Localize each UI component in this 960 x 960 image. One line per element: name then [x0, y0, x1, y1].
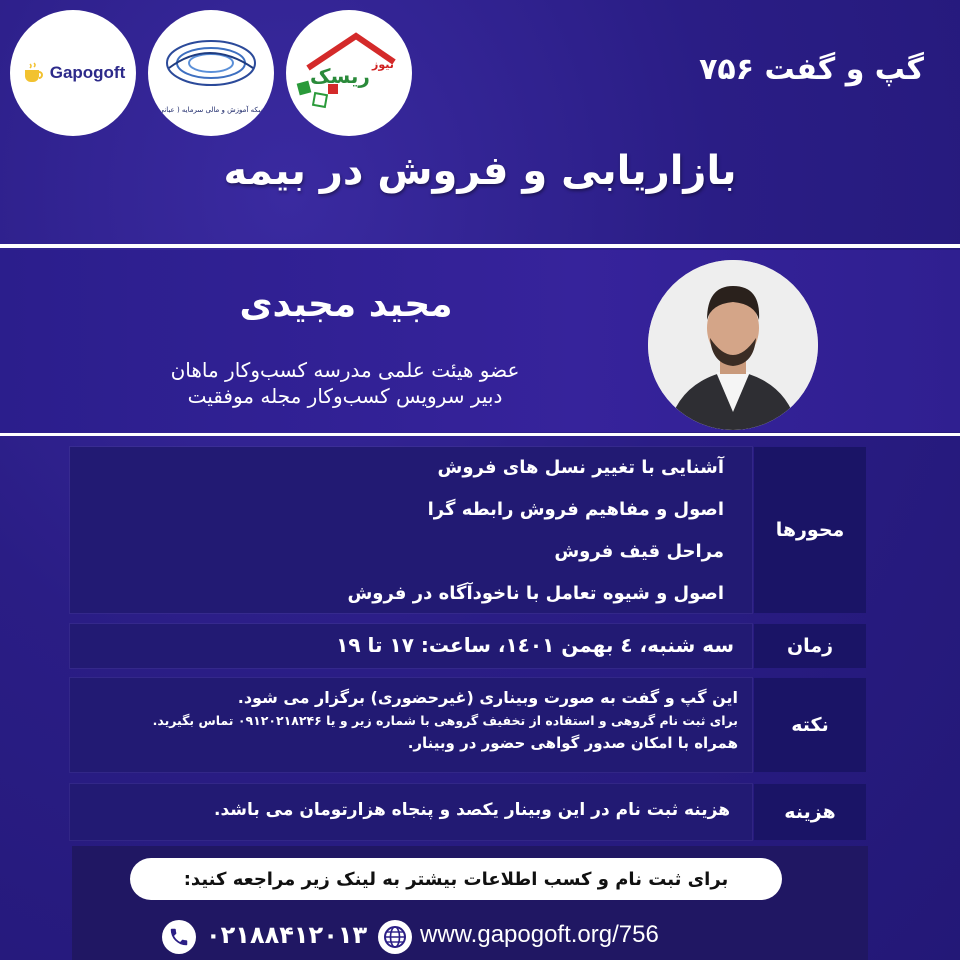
risknews-logo-text: ریسک: [310, 64, 370, 88]
topic-item-3: مراحل قیف فروش: [554, 541, 724, 562]
page-title: بازاریابی و فروش در بیمه: [223, 148, 737, 194]
globe-icon: [378, 920, 412, 954]
gapogoft-logo-text: Gapogoft: [49, 63, 126, 82]
cost-box: [70, 784, 752, 840]
series-number: گپ و گفت ۷۵۶: [699, 52, 924, 87]
registration-cta: برای ثبت نام و کسب اطلاعات بیشتر به لینک زیر مراجعه کنید:: [130, 858, 782, 900]
phone-icon: [162, 920, 196, 954]
risknews-logo: [286, 10, 412, 136]
gapogoft-logo: [10, 10, 136, 136]
divider-bottom: [0, 433, 960, 436]
network-emblem-icon: [161, 28, 261, 98]
topic-item-1: آشنایی با تغییر نسل های فروش: [437, 457, 724, 478]
note-label: نکته: [754, 678, 866, 772]
network-logo: [148, 10, 274, 136]
phone-number[interactable]: ۰۲۱۸۸۴۱۲۰۱۳: [206, 921, 368, 949]
topic-item-4: اصول و شیوه تعامل با ناخودآگاه در فروش: [347, 583, 724, 604]
speaker-name: مجید مجیدی: [239, 284, 453, 325]
divider-top: [0, 244, 960, 248]
note-line-2: برای ثبت نام گروهی و استفاده از تخفیف گروهی با شماره زیر و یا ۰۹۱۲۰۲۱۸۲۴۶ تماس بگیرید.: [152, 713, 738, 728]
topics-box: [70, 447, 752, 613]
website-link[interactable]: www.gapogoft.org/756: [420, 921, 659, 948]
time-label: زمان: [754, 624, 866, 668]
note-line-1: این گپ و گفت به صورت وبیناری (غیرحضوری) برگزار می شود.: [237, 688, 738, 707]
topics-label: محورها: [754, 447, 866, 613]
network-logo-caption: شبکه آموزش و مالی سرمایه ( عبانی): [155, 105, 267, 114]
note-box: [70, 678, 752, 772]
cost-value: هزینه ثبت نام در این وبینار یکصد و پنجاه هزارتومان می باشد.: [214, 800, 730, 820]
speaker-role-2: دبیر سرویس کسب‌وکار مجله موفقیت: [187, 384, 503, 408]
cup-icon: [21, 62, 47, 84]
note-line-3: همراه با امکان صدور گواهی حضور در وبینار.: [407, 734, 738, 752]
speaker-portrait-icon: [648, 260, 818, 430]
cost-label: هزینه: [754, 784, 866, 840]
topic-item-2: اصول و مفاهیم فروش رابطه گرا: [427, 499, 724, 520]
time-box: [70, 624, 752, 668]
speaker-role-1: عضو هیئت علمی مدرسه کسب‌وکار ماهان: [170, 358, 520, 382]
speaker-photo: [648, 260, 818, 430]
time-value: سه شنبه، ٤ بهمن ١٤٠١، ساعت: ١٧ تا ١٩: [336, 633, 734, 657]
risknews-logo-small: نیوز: [372, 58, 394, 71]
